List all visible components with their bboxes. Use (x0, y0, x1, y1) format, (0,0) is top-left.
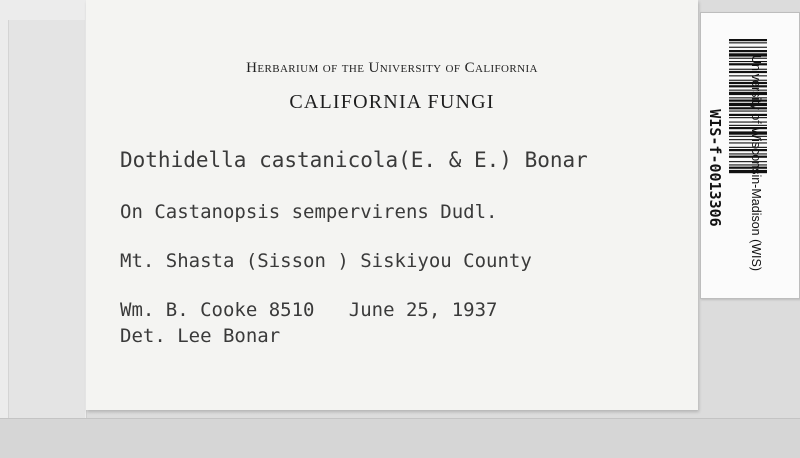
left-envelope-fold (8, 20, 85, 420)
specimen-label (86, 0, 698, 410)
determiner: Det. Lee Bonar (120, 325, 281, 347)
locality: Mt. Shasta (Sisson ) Siskiyou County (120, 250, 532, 272)
collector-and-date: Wm. B. Cooke 8510 June 25, 1937 (120, 299, 498, 321)
species-name: Dothidella castanicola(E. & E.) Bonar (120, 148, 588, 172)
barcode-sticker (700, 12, 800, 299)
bottom-envelope-flap (0, 418, 800, 458)
collection-heading: CALIFORNIA FUNGI (289, 91, 495, 113)
institution-name: University of Wisconsin-Madison (WIS) (749, 54, 763, 271)
catalog-number: WIS-f-0013306 (706, 109, 724, 227)
host-plant: On Castanopsis sempervirens Dudl. (120, 201, 498, 223)
herbarium-heading: Herbarium of the University of California (246, 60, 538, 76)
